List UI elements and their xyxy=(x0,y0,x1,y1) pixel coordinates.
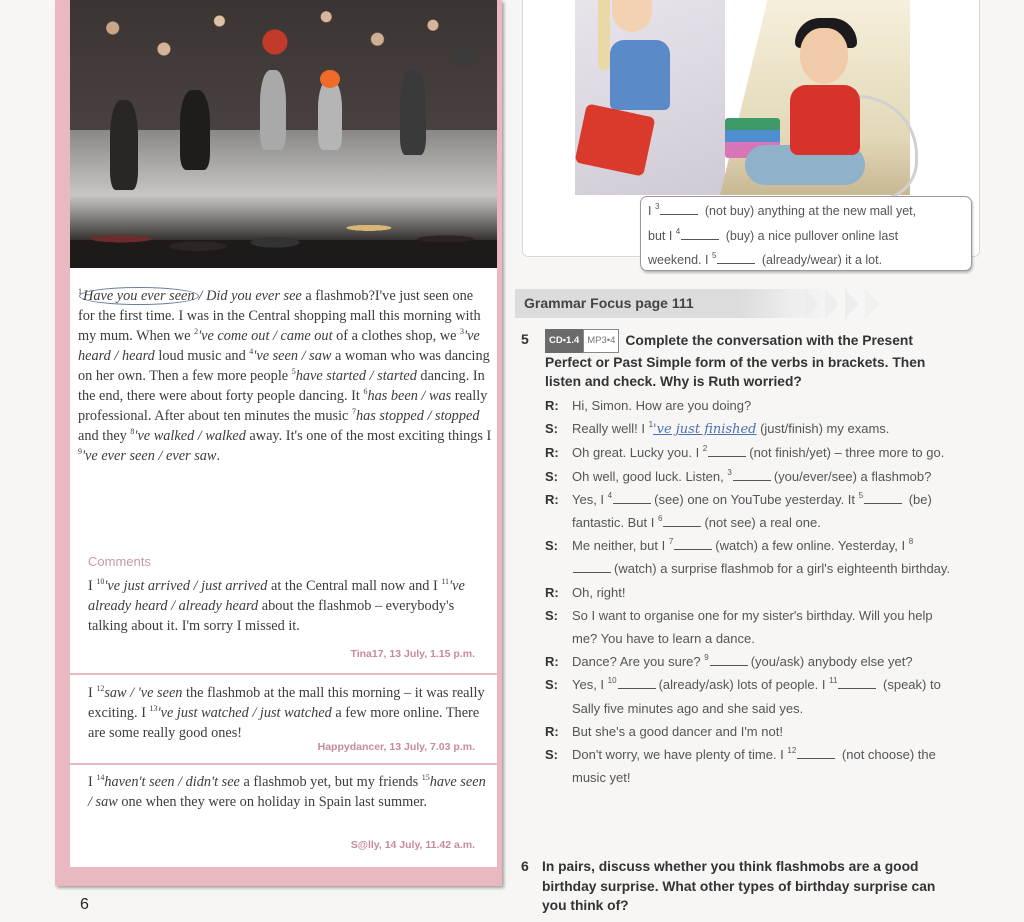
girl-hair xyxy=(598,0,610,70)
comment-text: I $^{12}$saw / 've seen the flashmob at the mall this morning – it was really exciting. I $^{13}$'ve just watched / just watched a few more online. There are some really good ones! xyxy=(88,684,485,741)
gap-number: 4 xyxy=(675,226,681,236)
girl-shirt xyxy=(610,40,670,110)
grammar-focus-label: Grammar Focus page 111 xyxy=(524,295,694,311)
mp3-track-badge[interactable]: MP3•4 xyxy=(583,329,619,353)
circled-answer: Have you ever seen xyxy=(79,287,199,305)
speaker-label: R: xyxy=(545,584,559,600)
gap-number: 4 xyxy=(249,347,254,356)
gap-number: 12 xyxy=(787,746,797,756)
dancer xyxy=(110,100,138,190)
handwritten-answer: 've just finished xyxy=(653,422,757,438)
gap-options: have started / started xyxy=(295,368,417,384)
gap-number: 8 xyxy=(908,537,914,547)
gap-number: 3 xyxy=(727,467,732,477)
gap-number: 9 xyxy=(78,447,82,456)
bubble-line: but I $^4$ (buy) a nice pullover online last xyxy=(648,226,899,243)
dialogue-line: S: Oh well, good luck. Listen, $^3$ (you/ever/see) a flashmob? xyxy=(545,465,955,488)
comment-2 xyxy=(70,675,497,763)
gap-number: 10 xyxy=(607,676,617,686)
gap-number: 14 xyxy=(96,773,105,782)
dialogue-line: R: Dance? Are you sure? $^9$ (you/ask) anybody else yet? xyxy=(545,650,955,673)
comment-text: I $^{10}$'ve just arrived / just arrived at the Central mall now and I $^{11}$'ve already heard / already heard about the flashmob – everybody's talking about it. I'm sorry I missed it. xyxy=(88,577,465,634)
gap-number: 15 xyxy=(421,773,430,782)
answer-blank[interactable] xyxy=(710,654,748,666)
speaker-label: R: xyxy=(545,445,559,461)
dancer xyxy=(180,90,210,170)
speaker-label: R: xyxy=(545,654,559,670)
article-text: $^1$Have you ever seen / Did you ever see a flashmob?I've just seen one for the first time. I was in the Central shopping mall this morning with my mum. When we $^2$'ve come out / came out of a clothes shop, we $^3$'ve heard / heard loud music and $^4$'ve seen / saw a woman who was dancing on her own. Then a few more people $^5$have started / started dancing. In the end, there were about forty people dancing. It $^6$has been / was really professional. After about ten minutes the music $^7$has stopped / stopped and they $^8$'ve walked / walked away. It's one of the most exciting things I $^9$'ve ever seen / ever saw. xyxy=(78,287,492,464)
gap-number: 5 xyxy=(858,490,864,500)
gap-number: 7 xyxy=(668,537,674,547)
gap-number: 6 xyxy=(658,514,663,524)
answer-blank[interactable] xyxy=(681,228,719,240)
gap-number: 3 xyxy=(460,327,465,336)
gap-number: 4 xyxy=(607,490,613,500)
dialogue-line: R: Oh great. Lucky you. I $^2$ (not finish/yet) – three more to go. xyxy=(545,441,955,464)
chevron-icon xyxy=(845,289,859,319)
gap-number: 1 xyxy=(648,420,654,430)
comments-heading: Comments xyxy=(88,554,151,569)
article-panel xyxy=(55,0,502,886)
dialogue-line: S: Me neither, but I $^7$ (watch) a few online. Yesterday, I $^8$(watch) a surprise flashmob for a girl's eighteenth birthday. xyxy=(545,534,955,580)
gap-options: has stopped / stopped xyxy=(355,408,480,424)
girl-face xyxy=(800,28,848,84)
speaker-label: R: xyxy=(545,398,559,413)
grammar-focus-banner xyxy=(515,289,835,318)
gap-options: saw / 've seen xyxy=(104,685,183,701)
chevron-icon xyxy=(805,289,819,319)
answer-blank[interactable] xyxy=(838,677,876,689)
dialogue-line: R: But she's a good dancer and I'm not! xyxy=(545,720,955,743)
answer-blank[interactable] xyxy=(674,538,712,550)
speaker-label: S: xyxy=(545,538,558,554)
gap-number: 11 xyxy=(829,676,838,686)
speaker-label: S: xyxy=(545,677,558,693)
dancer xyxy=(320,70,340,88)
dialogue-line: R: Hi, Simon. How are you doing? xyxy=(545,394,955,417)
answer-blank[interactable] xyxy=(717,252,755,264)
gap-options: have seen / saw xyxy=(88,774,486,810)
gap-number: 1 xyxy=(78,287,82,296)
gap-options: has been / was xyxy=(367,388,452,404)
gap-options: haven't seen / didn't see xyxy=(104,774,240,790)
comment-signature: Happydancer, 13 July, 7.03 p.m. xyxy=(317,741,475,753)
comment-signature: S@lly, 14 July, 11.42 a.m. xyxy=(350,839,475,851)
blog-article xyxy=(70,268,497,538)
gap-number: 5 xyxy=(711,251,717,260)
comment-1 xyxy=(70,538,497,673)
gap-options: 've already heard / already heard xyxy=(88,578,465,614)
speaker-label: S: xyxy=(545,468,558,484)
comment-text: I $^{14}$haven't seen / didn't see a flashmob yet, but my friends $^{15}$have seen / saw one when they were on holiday in Spain last summer. xyxy=(88,773,486,810)
answer-blank[interactable] xyxy=(708,445,746,457)
dialogue-line: S: So I want to organise one for my sister's birthday. Will you help me? You have to learn a dance. xyxy=(545,604,955,650)
speaker-label: S: xyxy=(545,747,558,763)
dancer xyxy=(400,70,426,155)
speaker-label: S: xyxy=(545,421,558,437)
exercise-6-number: 6 xyxy=(521,858,529,874)
comment-3 xyxy=(70,765,497,867)
answer-blank[interactable] xyxy=(663,515,701,527)
gap-number: 10 xyxy=(96,577,105,586)
gap-number: 9 xyxy=(704,653,709,663)
chevron-icon xyxy=(825,289,839,319)
dialogue-line: S: Really well! I $^1$'ve just finished (just/finish) my exams. xyxy=(545,417,955,441)
answer-blank[interactable] xyxy=(618,677,656,689)
gap-number: 2 xyxy=(194,327,199,336)
gap-options: 've ever seen / ever saw xyxy=(82,448,217,464)
gap-options: 've walked / walked xyxy=(134,428,246,444)
exercise-5-number: 5 xyxy=(521,331,529,347)
flashmob-photo xyxy=(70,0,497,268)
bubble-line: I $^3$ (not buy) anything at the new mall yet, xyxy=(648,202,917,218)
gap-options: 've just arrived / just arrived xyxy=(104,578,268,594)
page-number: 6 xyxy=(80,896,89,913)
gap-options: 've come out / came out xyxy=(198,328,333,344)
gap-number: 7 xyxy=(351,407,356,416)
exercise-6-text: In pairs, discuss whether you think flashmobs are a good birthday surprise. What other types of birthday surprise can you think of? xyxy=(542,859,936,913)
speaker-label: S: xyxy=(545,607,558,623)
dialogue-line: R: Oh, right! xyxy=(545,581,955,604)
dialogue-line: S: Don't worry, we have plenty of time. I $^{12}$ (not choose) the music yet! xyxy=(545,743,955,789)
bubble-line: weekend. I $^5$ (already/wear) it a lot. xyxy=(648,251,883,267)
answer-blank[interactable] xyxy=(660,203,698,215)
dialogue-line: S: Yes, I $^{10}$ (already/ask) lots of people. I $^{11}$ (speak) to Sally five minutes ago and she said yes. xyxy=(545,673,955,719)
gap-number: 5 xyxy=(291,367,296,376)
conversation xyxy=(545,394,955,789)
gap-number: 3 xyxy=(654,202,660,211)
answer-blank[interactable] xyxy=(864,492,902,504)
gap-number: 8 xyxy=(130,427,135,436)
gap-options: 've seen / saw xyxy=(253,348,332,364)
answered-option: Have you ever seen / Did you ever see xyxy=(82,288,302,304)
answer-blank[interactable] xyxy=(733,469,771,481)
speech-bubble xyxy=(640,196,972,271)
cd-track-badge[interactable]: CD•1.4 xyxy=(545,329,583,353)
audience xyxy=(70,195,497,268)
dancer xyxy=(318,80,342,150)
comment-signature: Tina17, 13 July, 1.15 p.m. xyxy=(350,648,475,660)
dialogue-line: R: Yes, I $^4$ (see) one on YouTube yesterday. It $^5$ (be) fantastic. But I $^6$ (not see) a real one. xyxy=(545,488,955,534)
gap-number: 2 xyxy=(702,444,708,454)
exercise-5-instruction: CD•1.4 MP3•4 Complete the conversation with the Present Perfect or Past Simple form of the verbs in brackets. Then listen and check. Why is Ruth worried? xyxy=(545,329,955,392)
gap-options: 've heard / heard xyxy=(78,328,480,364)
chevron-icon xyxy=(865,289,879,319)
gap-number: 11 xyxy=(441,577,450,586)
gap-number: 6 xyxy=(363,387,368,396)
answer-blank[interactable] xyxy=(797,747,835,759)
gap-options: 've just watched / just watched xyxy=(157,705,332,721)
speaker-label: R: xyxy=(545,723,559,739)
dancer xyxy=(260,70,286,150)
girl-red-sweater xyxy=(790,85,860,155)
answer-blank[interactable] xyxy=(613,492,651,504)
answer-blank[interactable] xyxy=(573,561,611,573)
gap-number: 12 xyxy=(96,684,105,693)
gap-number: 13 xyxy=(149,704,158,713)
speaker-label: R: xyxy=(545,491,559,507)
